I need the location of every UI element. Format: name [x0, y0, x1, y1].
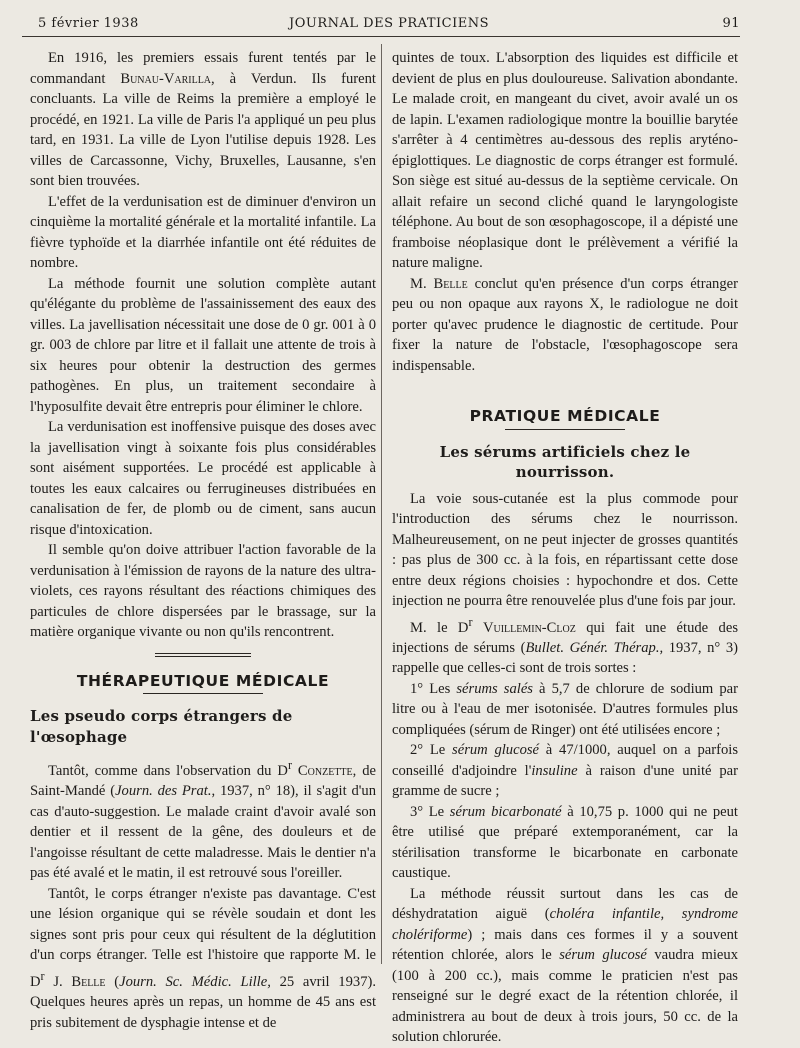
paragraph: La méthode fournit une solution complète autant qu'élégante du problème de l'assainissement des eaux des villes. La javellisation nécessitait une dose de 0 gr. 001 à 0 gr. 003 de chlore par litre et il fallait une attente de trois à six heures pour obtenir la destruction des germes pathogènes. En plus, un traitement secondaire à l'hyposulfite devait être entrepris pour éliminer le chlore.	[30, 275, 376, 415]
section-title: THÉRAPEUTIQUE MÉDICALE	[76, 671, 330, 690]
paragraph: Tantôt, le corps étranger n'existe pas davantage. C'est une lésion organique qui se révèle soudain et dont les signes sont pris pour ceux qui résultent de la déglutition d'un corps étranger. Telle est l'histoire que rapporte M. le $D^r$ J. Belle (Journ. Sc. Médic. Lille, 25 avril 1937). Quelques heures après un repas, un homme de 45 ans est pris subitement de dysphagie intense et de	[30, 885, 377, 1031]
page-number: 91	[722, 16, 740, 31]
header-rule	[22, 36, 740, 37]
list-item: 2° Le sérum glucosé à 47/1000, auquel on a parfois conseillé d'adjoindre l'insuline à raison d'une unité par gramme de sucre ;	[392, 742, 738, 800]
paragraph: Tantôt, comme dans l'observation du $D^r$ Conzette, de Saint-Mandé (Journ. des Prat., 1937, n° 18), il s'agit d'un cas d'auto-suggestion. Le malade craint d'avoir avalé son dentier et il ressent de la gêne, des douleurs et de l'angoisse résultant de cette maladresse. Mais le dentier n'a pas été avalé et le matin, il est retrouvé sous l'oreiller.	[30, 758, 376, 882]
article-subtitle: Les sérums artificiels chez le nourrisson.	[439, 442, 691, 481]
paragraph: La méthode réussit surtout dans les cas de déshydratation aiguë (choléra infantile, syndrome cholériforme) ; mais dans ces formes il y a souvent rétention chlorée, alors le sérum glucosé vaudra mieux (100 à 200 cc.), mais comme le praticien n'est pas renseigné sur le degré exact de la rétention chlorée, il administrera au bout de deux à trois jours, 50 cc. de la solution chlorurée.	[392, 885, 739, 1046]
paragraph: M. le $D^r$ Vuillemin-Cloz qui fait une étude des injections de sérums (Bullet. Génér. Thérap., 1937, n° 3) rappelle que celles-ci sont de trois sortes :	[392, 614, 739, 677]
right-column	[392, 48, 738, 1048]
paragraph: En 1916, les premiers essais furent tentés par le commandant Bunau-Varilla, à Verdun. Ils furent concluants. La ville de Reims la première a employé le procédé, en 1921. La ville de Paris l'a appliqué un peu plus tard, en 1931. La ville de Lyon l'utilise depuis 1928. Les villes de Carcassonne, Vichy, Bruxelles, Lausanne, s'en sont bien trouvées.	[30, 50, 376, 189]
article-subtitle: Les pseudo corps étrangers de l'œsophage	[30, 707, 293, 746]
issue-date: 5 février 1938	[38, 16, 139, 31]
running-header	[38, 14, 740, 34]
paragraph: Il semble qu'on doive attribuer l'action favorable de la verdunisation à l'émission de rayons de la nature des ultra-violets, ces rayons résultant des réactions chimiques des particules de chlore dispersées par le brassage, sur la matière organique vivante ou non qu'ils rencontrent.	[30, 542, 376, 640]
paragraph: La verdunisation est inoffensive puisque des doses avec la javellisation vingt à soixante fois plus considérables sont aisément supportées. Le procédé est applicable à toutes les eaux calcaires ou ferrugineuses distribuées en canalisation de fer, de plomb ou de ciment, sans aucun risque d'intoxication.	[30, 419, 376, 538]
left-column	[30, 48, 376, 1033]
journal-title: JOURNAL DES PRATICIENS	[289, 16, 489, 31]
list-item: 1° Les sérums salés à 5,7 de chlorure de sodium par litre ou à l'eau de mer isotonisée. D'autres formules plus compliquées (sérum de Ringer) ont été utilisées encore ;	[392, 680, 738, 738]
paragraph: M. Belle conclut qu'en présence d'un corps étranger peu ou non opaque aux rayons X, le radiologue ne doit porter qu'avec prudence le diagnostic de certitude. Pour fixer la nature de l'obstacle, l'œsophagoscope sera indispensable.	[392, 275, 738, 374]
section-title: PRATIQUE MÉDICALE	[469, 407, 661, 425]
paragraph: quintes de toux. L'absorption des liquides est difficile et devient de plus en plus douloureuse. Salivation abondante. Le malade croit, en mangeant du civet, avoir avalé un os de lapin. L'examen radiologique montre la bouillie barytée s'arrêter à 4 centimètres au-dessous des replis aryténo-épiglottiques. Le diagnostic de corps étranger est formulé. Son siège est situé au-dessus de la septième cervicale. On allait refaire un second cliché quand le laryngologiste téléphone. Au bout de son œsophagoscope, il a dépisté une framboise néoplasique dont le prélèvement a vérifié la nature maligne.	[392, 50, 738, 271]
paragraph: La voie sous-cutanée est la plus commode pour l'introduction des sérums chez le nourrisson. Malheureusement, on ne peut injecter de grosses quantités : pas plus de 300 cc. à la fois, en répartissant cette dose entre deux régions choisies : hypochondre et dos. Cette injection ne pourra être renouvelée plus d'une fois par jour.	[392, 490, 738, 609]
paragraph: L'effet de la verdunisation est de diminuer d'environ un cinquième la mortalité générale et la mortalité infantile. La fièvre typhoïde et la diarrhée infantile ont été réduites de nombre.	[30, 193, 376, 271]
list-item: 3° Le sérum bicarbonaté à 10,75 p. 1000 qui ne peut être utilisé que préparé extemporanément, car la stérilisation transforme le bicarbonate en carbonate caustique.	[392, 803, 738, 882]
column-divider	[381, 44, 382, 964]
